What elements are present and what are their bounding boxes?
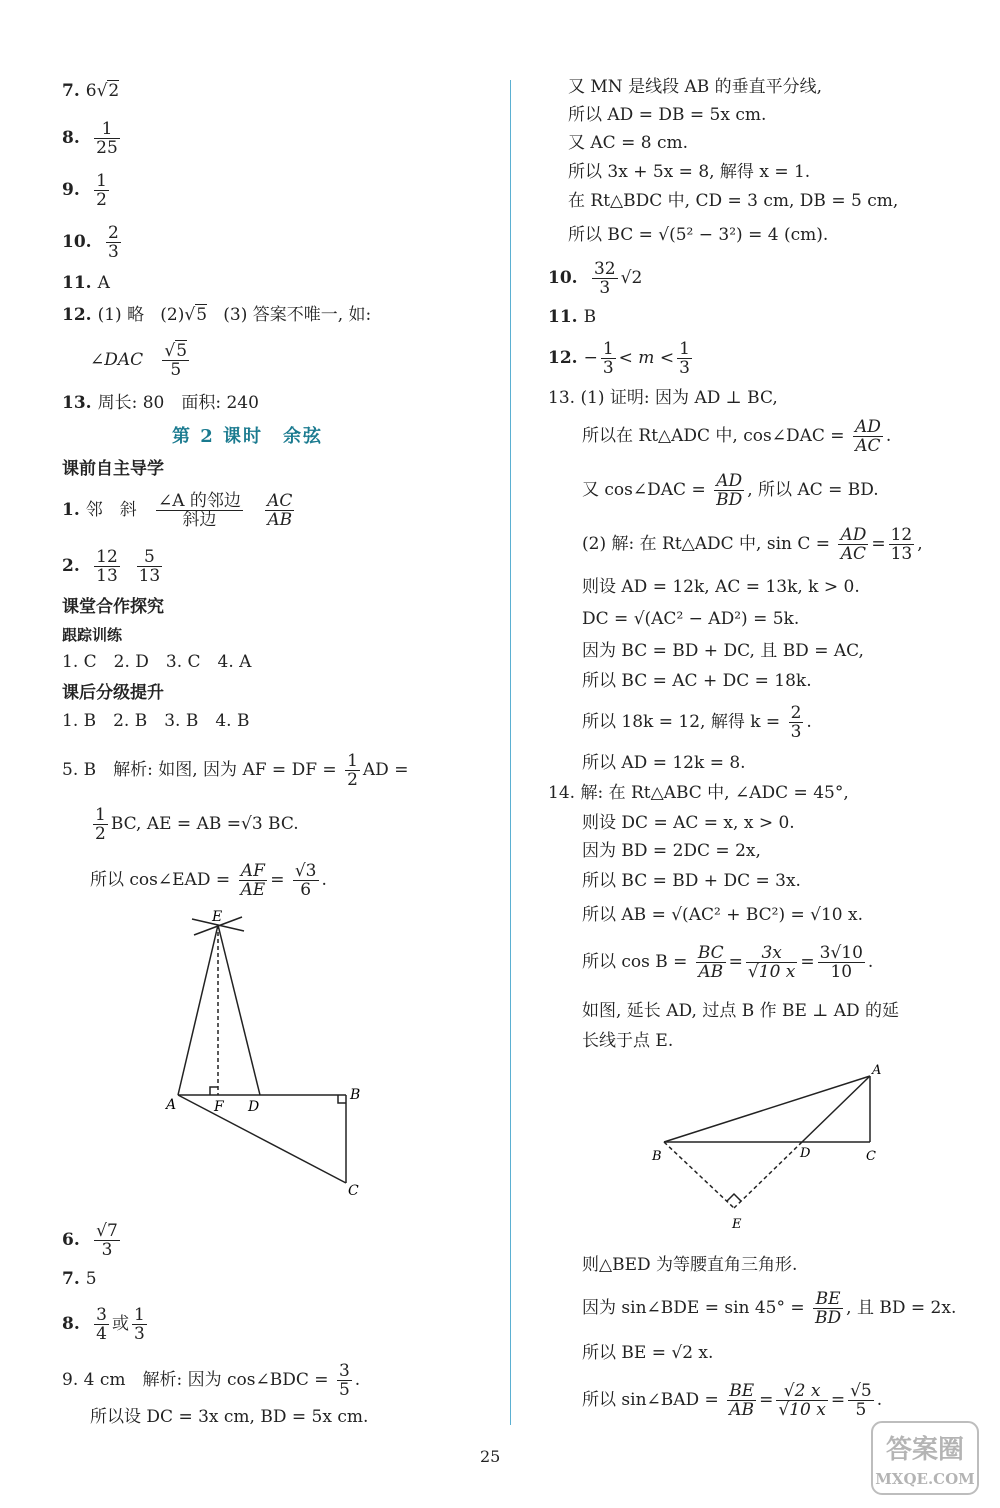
figure-triangle-2: [650, 1060, 890, 1235]
answer-13: 13. 周长: 80 面积: 240: [62, 393, 259, 413]
fraction: $\frac{AF}{AE}$: [240, 861, 266, 900]
heading-in-class: 课堂合作探究: [62, 597, 164, 617]
answer-10: 10. $\frac{2}{3}$: [62, 223, 119, 262]
r-line-6: 所以 BC = √(5² − 3²) = 4 (cm).: [568, 225, 829, 245]
fraction: $\frac{√7}{3}$: [96, 1221, 118, 1260]
r-after-l3: 所以 BE = √2 x.: [582, 1343, 714, 1363]
fraction: $\frac{3√10}{10}$: [819, 943, 863, 982]
label-C: C: [348, 1183, 359, 1199]
pre-answer-1: 1. 邻 斜 $\frac{\text{∠A 的邻边}}{\text{斜边}}$ $\frac{AC}{AB}$: [62, 491, 293, 530]
fraction: $\frac{3}{5}$: [338, 1361, 350, 1400]
label-C: C: [866, 1149, 876, 1164]
fraction: $\frac{AC}{AB}$: [267, 491, 293, 530]
r-13-l9: 所以 18k = 12, 解得 k = $\frac{2}{3}$ .: [582, 703, 812, 742]
label-B: B: [652, 1149, 662, 1164]
r-13-l10: 所以 AD = 12k = 8.: [582, 753, 746, 773]
r-13-l1: 13. (1) 证明: 因为 AD ⊥ BC,: [548, 388, 778, 408]
answer-9b-line1: 9. 4 cm 解析: 因为 cos∠BDC = $\frac{3}{5}$ .: [62, 1361, 361, 1400]
fraction: $\frac{AD}{AC}$: [840, 525, 867, 564]
tracking-answers: 1. C 2. D 3. C 4. A: [62, 652, 252, 672]
answer-11: 11. A: [62, 273, 110, 293]
answer-9: 9. $\frac{1}{2}$: [62, 171, 107, 210]
r-answer-11: 11. B: [548, 307, 597, 327]
svg-text:答案圈: 答案圈: [885, 1435, 965, 1465]
r-13-l3: 又 cos∠DAC = $\frac{AD}{BD}$ , 所以 AC = BD.: [582, 471, 879, 510]
r-after-l4: 所以 sin∠BAD = $\frac{BE}{AB}$ = $\frac{√2 x}{√10 x}$ = $\frac{√5}{5}$ .: [582, 1381, 883, 1420]
fraction: $\frac{12}{13}$: [96, 547, 118, 586]
fraction: $\frac{12}{13}$: [890, 525, 913, 564]
r-13-l6: DC = √(AC² − AD²) = 5k.: [582, 609, 800, 629]
fraction: $\frac{3x}{√10 x}$: [747, 943, 796, 982]
pre-answer-2: 2. $\frac{12}{13}$ $\frac{5}{13}$: [62, 547, 161, 586]
r-line-4: 所以 3x + 5x = 8, 解得 x = 1.: [568, 162, 811, 182]
answer-9b-line2: 所以设 DC = 3x cm, BD = 5x cm.: [90, 1407, 369, 1427]
answer-5-line2: $\frac{1}{2}$ BC, AE = AB =√3 BC.: [95, 805, 299, 844]
label-A: A: [872, 1063, 882, 1078]
fraction: $\frac{BE}{AB}$: [729, 1381, 755, 1420]
right-angle-mark: [727, 1194, 741, 1201]
svg-text:MXQE.COM: MXQE.COM: [875, 1470, 975, 1488]
fraction: $\frac{BE}{BD}$: [815, 1289, 842, 1328]
fraction: $\frac{1}{3}$: [133, 1305, 145, 1344]
r-line-1: 又 MN 是线段 AB 的垂直平分线,: [568, 77, 823, 97]
segment-BA: [664, 1076, 870, 1142]
label-A: A: [166, 1097, 177, 1113]
r-14-l2: 则设 DC = AC = x, x > 0.: [582, 813, 795, 833]
label-F: F: [214, 1099, 224, 1115]
r-13-l7: 因为 BC = BD + DC, 且 BD = AC,: [582, 641, 864, 661]
fraction: $\frac{2}{3}$: [107, 223, 119, 262]
column-divider: [510, 80, 511, 1425]
r-14-l7: 如图, 延长 AD, 过点 B 作 BE ⊥ AD 的延: [582, 1001, 900, 1021]
dashed-DE: [734, 1142, 802, 1208]
after-answers: 1. B 2. B 3. B 4. B: [62, 711, 250, 731]
fraction: $\frac{AD}{BD}$: [716, 471, 743, 510]
fraction: $\frac{√5}{5}$: [164, 341, 188, 380]
r-14-l5: 所以 AB = √(AC² + BC²) = √10 x.: [582, 905, 864, 925]
label-D: D: [248, 1099, 260, 1115]
page-number: 25: [480, 1447, 501, 1466]
answer-5-line3: 所以 cos∠EAD = $\frac{AF}{AE}$ = $\frac{√3}{6}$ .: [90, 861, 327, 900]
r-answer-12: 12. − $\frac{1}{3}$ < m < $\frac{1}{3}$: [548, 339, 690, 378]
r-14-l4: 所以 BC = BD + DC = 3x.: [582, 871, 801, 891]
answer-12-cont: ∠DAC $\frac{√5}{5}$: [90, 341, 188, 380]
fraction: $\frac{1}{25}$: [96, 119, 118, 158]
fraction: $\frac{1}{2}$: [95, 805, 106, 844]
answer-8b: 8. $\frac{3}{4}$ 或 $\frac{1}{3}$: [62, 1305, 145, 1344]
fraction: $\frac{32}{3}$: [593, 259, 616, 298]
r-13-l2: 所以在 Rt△ADC 中, cos∠DAC = $\frac{AD}{AC}$ .: [582, 417, 892, 456]
fraction: $\frac{√2 x}{√10 x}$: [778, 1381, 826, 1420]
r-14-l3: 因为 BD = 2DC = 2x,: [582, 841, 761, 861]
r-line-5: 在 Rt△BDC 中, CD = 3 cm, DB = 5 cm,: [568, 191, 899, 211]
fraction: $\frac{1}{2}$: [347, 751, 358, 790]
answer-5-line1: 5. B 解析: 如图, 因为 AF = DF = $\frac{1}{2}$ AD =: [62, 751, 409, 790]
fraction: $\frac{2}{3}$: [790, 703, 802, 742]
r-14-l1: 14. 解: 在 Rt△ABC 中, ∠ADC = 45°,: [548, 783, 849, 803]
answer-12: 12. (1) 略 (2)√5 (3) 答案不唯一, 如:: [62, 305, 372, 325]
r-14-l6: 所以 cos B = $\frac{BC}{AB}$ = $\frac{3x}{√10 x}$ = $\frac{3√10}{10}$ .: [582, 943, 874, 982]
fraction: $\frac{3}{4}$: [96, 1305, 107, 1344]
dashed-BE: [664, 1142, 734, 1208]
fraction: $\frac{BC}{AB}$: [697, 943, 724, 982]
heading-tracking: 跟踪训练: [62, 626, 123, 644]
answer-7: 7. 6√2: [62, 81, 120, 101]
fraction: $\frac{1}{3}$: [602, 339, 614, 378]
r-13-l5: 则设 AD = 12k, AC = 13k, k > 0.: [582, 577, 860, 597]
heading-pre-class: 课前自主导学: [62, 459, 164, 479]
fraction: $\frac{1}{2}$: [96, 171, 107, 210]
answer-7b: 7. 5: [62, 1269, 97, 1289]
fraction: $\frac{√3}{6}$: [294, 861, 317, 900]
fraction: $\frac{1}{3}$: [679, 339, 690, 378]
r-after-l1: 则△BED 为等腰直角三角形.: [582, 1255, 798, 1275]
r-after-l2: 因为 sin∠BDE = sin 45° = $\frac{BE}{BD}$ , 且 BD = 2x.: [582, 1289, 957, 1328]
segment-ED: [218, 925, 260, 1095]
segment-AC: [178, 1095, 346, 1183]
heading-after-class: 课后分级提升: [62, 683, 164, 703]
fraction: $\frac{5}{13}$: [138, 547, 161, 586]
r-13-l4: (2) 解: 在 Rt△ADC 中, sin C = $\frac{AD}{AC}$ = $\frac{12}{13}$ ,: [582, 525, 923, 564]
label-E: E: [732, 1217, 742, 1232]
label-B: B: [350, 1087, 361, 1103]
r-line-3: 又 AC = 8 cm.: [568, 133, 689, 153]
r-line-2: 所以 AD = DB = 5x cm.: [568, 105, 767, 125]
r-13-l8: 所以 BC = AC + DC = 18k.: [582, 671, 812, 691]
right-angle-mark: [210, 1087, 218, 1095]
right-angle-mark: [338, 1095, 346, 1103]
label-D: D: [800, 1146, 811, 1161]
r-14-l8: 长线于点 E.: [582, 1031, 674, 1051]
fraction: $\frac{\text{∠A 的邻边}}{\text{斜边}}$: [157, 491, 241, 530]
r-answer-10: 10. $\frac{32}{3}$ √2: [548, 259, 643, 298]
watermark-logo: [870, 1420, 980, 1496]
fraction: $\frac{AD}{AC}$: [854, 417, 881, 456]
segment-AE: [178, 925, 218, 1095]
fraction: $\frac{√5}{5}$: [850, 1381, 872, 1420]
label-E: E: [212, 909, 223, 925]
answer-6: 6. $\frac{√7}{3}$: [62, 1221, 118, 1260]
section-title: 第 2 课时 余弦: [172, 426, 324, 447]
segment-AD: [802, 1076, 870, 1142]
figure-triangle-1: [160, 905, 380, 1200]
answer-8: 8. $\frac{1}{25}$: [62, 119, 118, 158]
